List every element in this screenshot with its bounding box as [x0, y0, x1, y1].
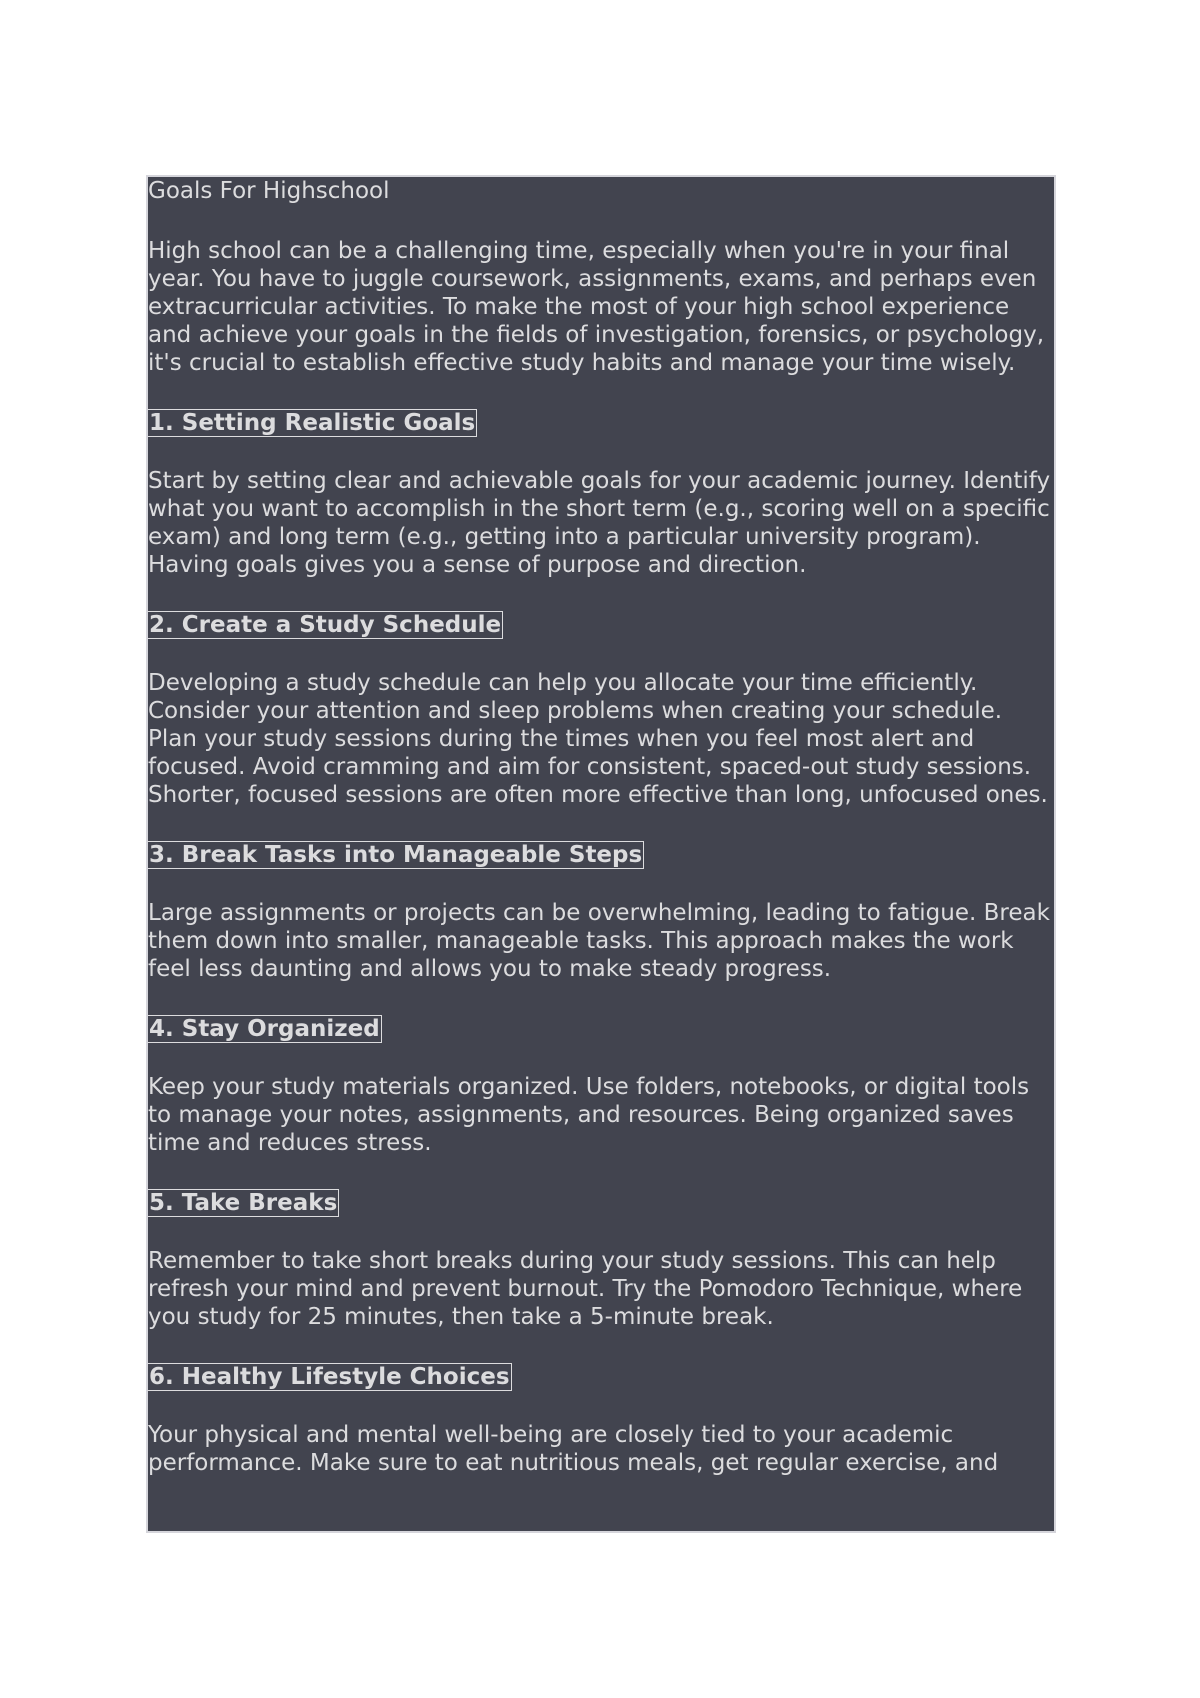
section-body: Remember to take short breaks during your study sessions. This can help refresh your mind and prevent burnout. Try the Pomodoro Technique, where you study for 25 minutes, then take a 5-minute break. [148, 1248, 1023, 1330]
section-body: Large assignments or projects can be overwhelming, leading to fatigue. Break them down into smaller, manageable tasks. This approach makes the work feel less daunting and allows you to make steady progress. [148, 900, 1050, 982]
section-6 [148, 1363, 1054, 1393]
document-text-box [146, 175, 1056, 1533]
section-2 [148, 611, 1054, 641]
section-1 [148, 409, 1054, 439]
section-heading: 5. Take Breaks [149, 1190, 338, 1216]
section-heading: 4. Stay Organized [149, 1016, 380, 1042]
section-heading: 6. Healthy Lifestyle Choices [149, 1364, 510, 1390]
section-body: Developing a study schedule can help you allocate your time efficiently. Consider your attention and sleep problems when creating your schedule. Plan your study sessions during the times when you feel most alert and focused. Avoid cramming and aim for consistent, spaced-out study sessions. Shorter, focused sessions are often more effective than long, unfocused ones. [148, 670, 1048, 808]
section-heading: 1. Setting Realistic Goals [149, 410, 476, 436]
section-4 [148, 1015, 1054, 1045]
section-body: Your physical and mental well-being are closely tied to your academic performance. Make sure to eat nutritious meals, get regular exercise, and [148, 1422, 999, 1476]
section-body: Keep your study materials organized. Use folders, notebooks, or digital tools to manage your notes, assignments, and resources. Being organized saves time and reduces stress. [148, 1074, 1030, 1156]
document-title: Goals For Highschool [148, 178, 390, 204]
intro-paragraph: High school can be a challenging time, especially when you're in your final year. You have to juggle coursework, assignments, exams, and perhaps even extracurricular activities. To make the most of your high school experience and achieve your goals in the fields of investigation, forensics, or psychology, it's crucial to establish effective study habits and manage your time wisely. [148, 238, 1045, 376]
section-heading: 3. Break Tasks into Manageable Steps [149, 842, 643, 868]
section-body: Start by setting clear and achievable goals for your academic journey. Identify what you want to accomplish in the short term (e.g., scoring well on a specific exam) and long term (e.g., getting into a particular university program). Having goals gives you a sense of purpose and direction. [148, 468, 1051, 578]
section-3 [148, 841, 1054, 871]
section-5 [148, 1189, 1054, 1219]
section-heading: 2. Create a Study Schedule [149, 612, 502, 638]
